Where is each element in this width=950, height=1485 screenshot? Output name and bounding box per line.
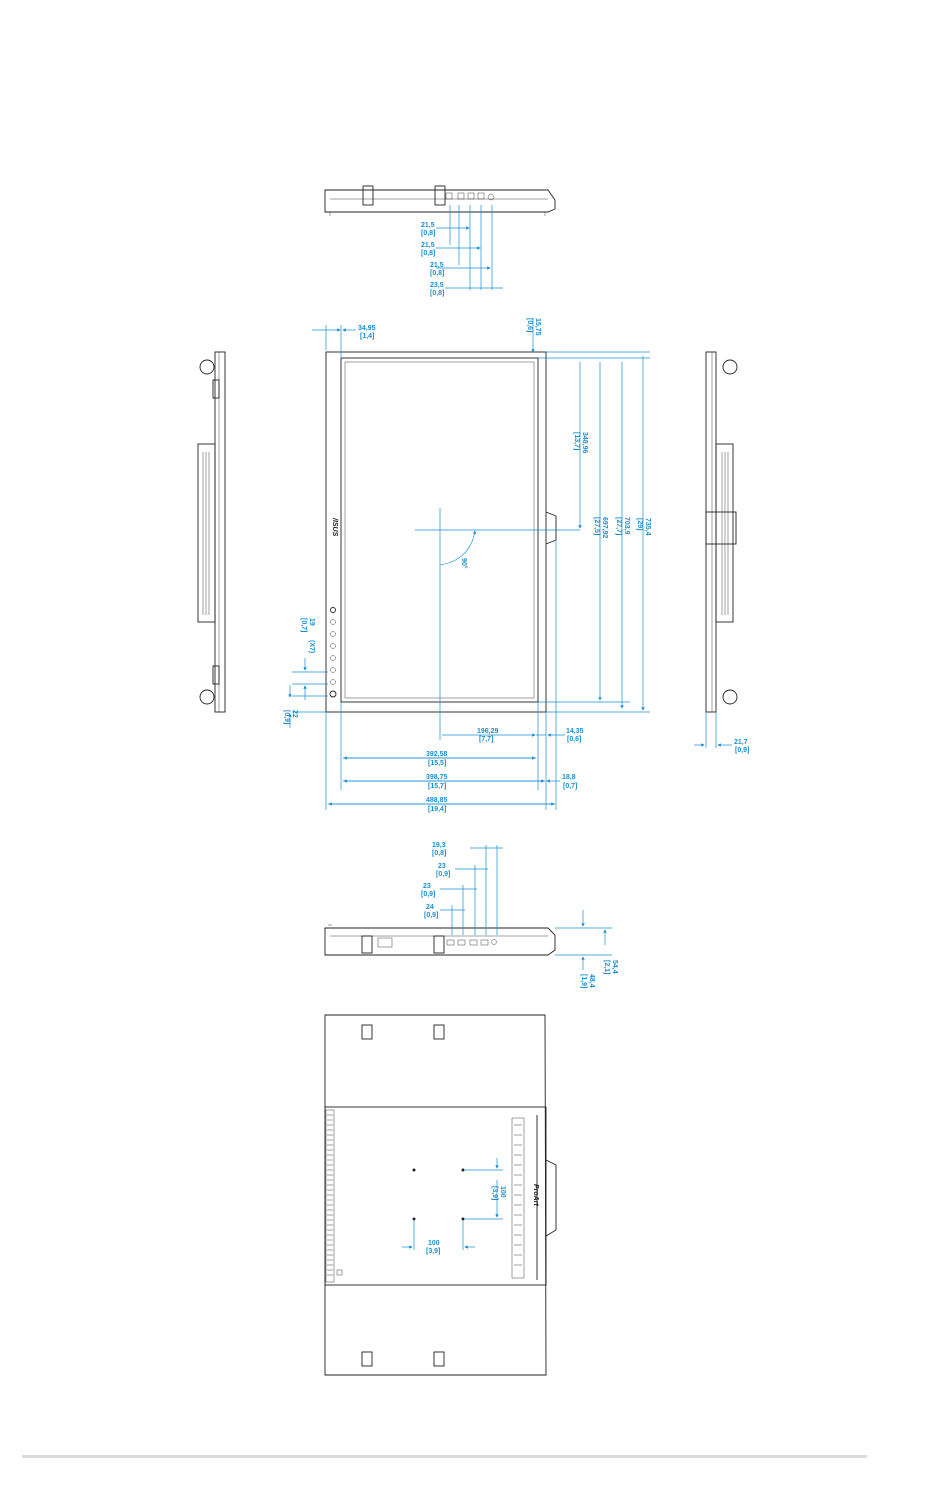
dim-15-75: 15,75 xyxy=(534,318,541,336)
vesa-hole xyxy=(462,1218,465,1221)
vesa-hole xyxy=(413,1169,416,1172)
vesa-v-dim: 100 xyxy=(499,1186,506,1198)
dim-x7: (X7) xyxy=(308,640,315,654)
left-side-view xyxy=(198,352,225,712)
bottom-view xyxy=(325,842,618,988)
rotation-angle: 90° xyxy=(460,558,467,569)
dim-34-95-inch: [1,4] xyxy=(360,333,375,340)
dim-18-8: 18,8 xyxy=(562,774,576,781)
vesa-hole xyxy=(462,1169,465,1172)
top-dim-1-inch: [0,8] xyxy=(421,230,436,237)
dim-196-29-inch: [7,7] xyxy=(479,736,494,743)
stand-label: ProArt xyxy=(532,1184,539,1206)
dim-54-4: 54,4 xyxy=(611,960,618,974)
dim-488-85: 488,85 xyxy=(426,797,448,804)
top-dim-1: 21,5 xyxy=(421,222,435,229)
back-view xyxy=(325,1015,556,1375)
top-dim-2-inch: [0,8] xyxy=(421,250,436,257)
vesa-h-dim: 100 xyxy=(428,1240,440,1247)
dim-22: 22 xyxy=(291,710,298,718)
bottom-dim-3-inch: [0,9] xyxy=(421,891,436,898)
bottom-dim-1: 19,3 xyxy=(432,842,446,849)
bottom-dim-2: 23 xyxy=(438,863,446,870)
dim-392-58: 392,58 xyxy=(426,751,448,758)
dim-54-4-inch: [2,1] xyxy=(603,960,610,975)
right-side-view xyxy=(694,352,749,754)
top-dim-4-inch: [0,8] xyxy=(430,290,445,297)
dim-19: 19 xyxy=(308,618,315,626)
dim-703-9: 703,9 xyxy=(623,517,630,535)
dim-398-75: 398,75 xyxy=(426,774,448,781)
bottom-dim-4-inch: [0,9] xyxy=(424,912,439,919)
dim-735-4: 735,4 xyxy=(644,518,651,536)
dim-196-29: 196,29 xyxy=(477,728,499,735)
dim-697-92-inch: [27,5] xyxy=(593,517,600,536)
dim-21-7: 21,7 xyxy=(734,739,748,746)
dim-488-85-inch: [19,4] xyxy=(428,806,447,813)
dim-735-4-inch: [29] xyxy=(636,518,643,531)
top-dim-2: 21,5 xyxy=(421,242,435,249)
vesa-hole xyxy=(413,1218,416,1221)
dim-14-35-inch: [0,6] xyxy=(567,736,582,743)
dim-15-75-inch: [0,6] xyxy=(526,318,533,333)
top-dim-3-inch: [0,8] xyxy=(430,270,445,277)
dim-398-75-inch: [15,7] xyxy=(428,783,447,790)
vesa-v-dim-inch: [3,9] xyxy=(491,1186,498,1201)
dim-703-9-inch: [27,7] xyxy=(615,517,622,536)
dim-348-96: 348,96 xyxy=(581,432,588,454)
vesa-h-dim-inch: [3,9] xyxy=(426,1248,441,1255)
dim-392-58-inch: [15,5] xyxy=(428,760,447,767)
dim-22-inch: [0,9] xyxy=(283,710,290,725)
bottom-dim-4: 24 xyxy=(426,904,434,911)
dim-48-4-inch: [1,9] xyxy=(580,974,587,989)
footer-divider xyxy=(22,1455,867,1458)
top-dim-4: 23,5 xyxy=(430,282,444,289)
front-view xyxy=(283,318,651,813)
bottom-dim-3: 23 xyxy=(423,883,431,890)
dim-18-8-inch: [0,7] xyxy=(563,783,578,790)
brand-logo: /ISUS xyxy=(331,518,338,537)
top-dim-3: 21,5 xyxy=(430,262,444,269)
dim-48-4: 48,4 xyxy=(588,974,595,988)
dim-348-96-inch: [13,7] xyxy=(573,432,580,451)
top-view xyxy=(325,186,555,297)
dim-34-95: 34,95 xyxy=(358,325,376,332)
dim-14-35: 14,35 xyxy=(566,728,584,735)
bottom-dim-1-inch: [0,8] xyxy=(432,850,447,857)
bottom-dim-2-inch: [0,9] xyxy=(436,871,451,878)
dim-21-7-inch: [0,9] xyxy=(735,747,750,754)
dim-697-92: 697,92 xyxy=(601,517,608,539)
dim-19-inch: [0,7] xyxy=(300,618,307,633)
